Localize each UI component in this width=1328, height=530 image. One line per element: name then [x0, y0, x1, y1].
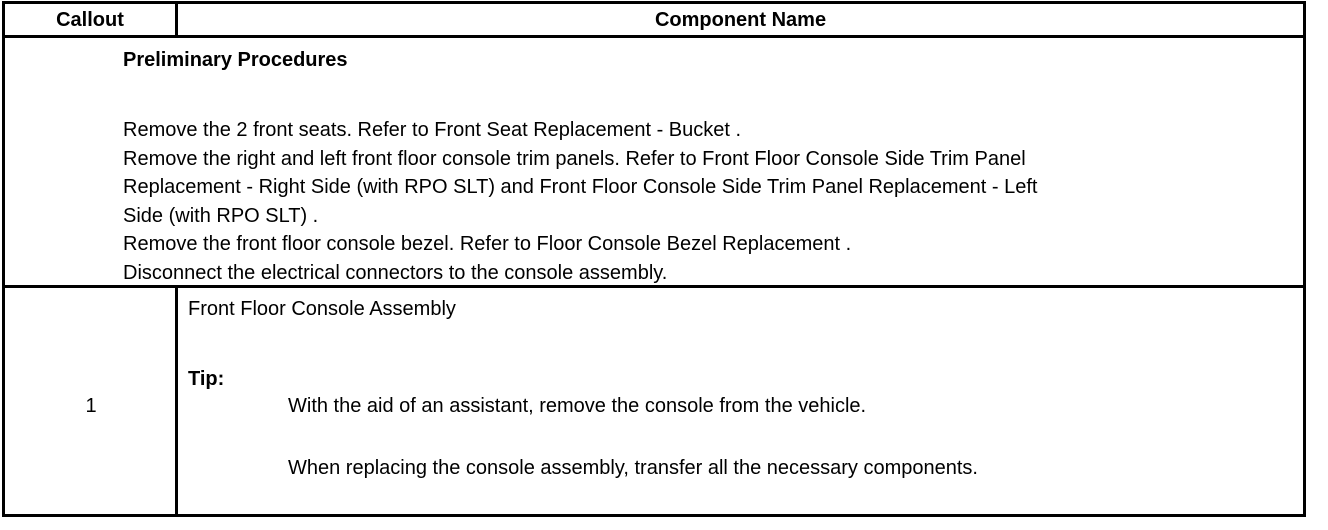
tip-label: Tip: [188, 368, 225, 390]
header-divider [175, 4, 178, 37]
procedure-table [2, 1, 1306, 517]
preliminary-step: Remove the front floor console bezel. Refer to Floor Console Bezel Replacement . [123, 233, 852, 255]
preliminary-step: Side (with RPO SLT) . [123, 204, 319, 227]
preliminary-title: Preliminary Procedures [123, 49, 348, 71]
header-callout: Callout [56, 9, 124, 31]
component-name: Front Floor Console Assembly [188, 298, 456, 320]
preliminary-step: Remove the right and left front floor console trim panels. Refer to Front Floor Console Side Trim Panel [123, 147, 1026, 170]
callout-number: 1 [85, 395, 97, 417]
preliminary-steps [123, 116, 1283, 287]
header-component-name: Component Name [654, 9, 827, 31]
preliminary-step: Disconnect the electrical connectors to the console assembly. [123, 261, 668, 284]
preliminary-step: Remove the 2 front seats. Refer to Front Seat Replacement - Bucket . [123, 119, 742, 141]
header-bottom-rule [5, 35, 1303, 38]
preliminary-step: Replacement - Right Side (with RPO SLT) and Front Floor Console Side Trim Panel Replacement - Left [123, 176, 1038, 198]
tip-text: With the aid of an assistant, remove the console from the vehicle. [288, 395, 867, 417]
tip-text: When replacing the console assembly, transfer all the necessary components. [288, 457, 978, 479]
